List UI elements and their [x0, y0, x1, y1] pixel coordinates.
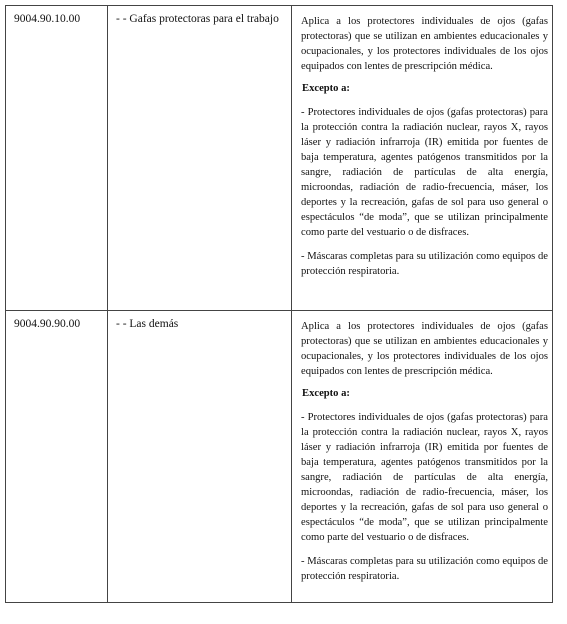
tariff-description: - - Las demás — [108, 311, 292, 603]
except-heading: Excepto a: — [302, 83, 350, 94]
table-row — [6, 6, 553, 311]
conditions-intro: Aplica a los protectores individuales de ojos (gafas protectoras) que se utilizan en ambientes educacionales y ocupacionales, y los protectores individuales de los ojos equipados con lentes de prescripción médica. — [301, 321, 548, 377]
tariff-description: - - Gafas protectoras para el trabajo — [108, 6, 292, 311]
exception-item: - Máscaras completas para su utilización como equipos de protección respiratoria. — [301, 251, 548, 277]
except-heading: Excepto a: — [302, 388, 350, 399]
conditions-cell — [292, 6, 553, 311]
exception-item: - Protectores individuales de ojos (gafas protectoras) para la protección contra la radiación nuclear, rayos X, rayos láser y radiación infrarroja (IR) emitida por fuentes de baja temperatura, agentes patógenos transmitidos por la sangre, radiación de partículas de alta energía, microondas, radiación de radio-frecuencia, máser, los deportes y la recreación, gafas de sol para uso general o espectáculos “de moda”, que se utilizan principalmente como parte del vestuario o de disfraces. — [301, 107, 548, 238]
exception-item: - Máscaras completas para su utilización como equipos de protección respiratoria. — [301, 556, 548, 582]
tariff-code: 9004.90.10.00 — [6, 6, 108, 311]
conditions-cell — [292, 311, 553, 603]
tariff-table — [5, 5, 553, 603]
conditions-intro: Aplica a los protectores individuales de ojos (gafas protectoras) que se utilizan en ambientes educacionales y ocupacionales, y los protectores individuales de los ojos equipados con lentes de prescripción médica. — [301, 16, 548, 72]
exception-item: - Protectores individuales de ojos (gafas protectoras) para la protección contra la radiación nuclear, rayos X, rayos láser y radiación infrarroja (IR) emitida por fuentes de baja temperatura, agentes patógenos transmitidos por la sangre, radiación de partículas de alta energía, microondas, radiación de radio-frecuencia, máser, los deportes y la recreación, gafas de sol para uso general o espectáculos “de moda”, que se utilizan principalmente como parte del vestuario o de disfraces. — [301, 412, 548, 543]
tariff-code: 9004.90.90.00 — [6, 311, 108, 603]
table-row — [6, 311, 553, 603]
